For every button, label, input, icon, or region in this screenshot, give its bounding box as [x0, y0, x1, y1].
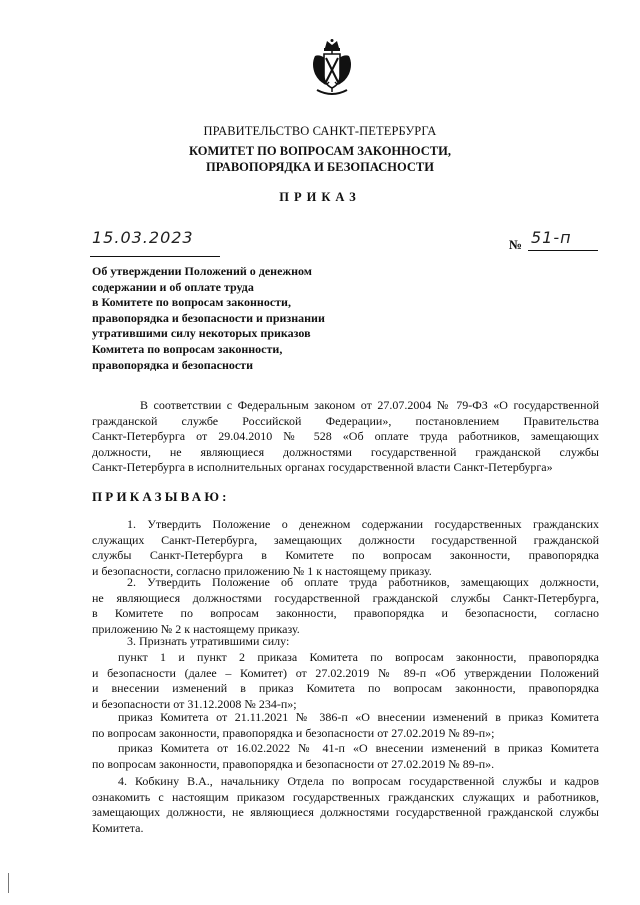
text-line: ознакомить с настоящим приказом государственных гражданских служащих и работников, [92, 789, 599, 804]
text-line: Санкт-Петербурга от 29.04.2010 № 528 «Об оплате труда работников, замещающих [92, 429, 599, 444]
text-line: не являющиеся должностями государственной гражданской службы Санкт-Петербурга, [92, 590, 599, 605]
text-line: 4. Кобкину В.А., начальнику Отдела по вопросам государственной службы и кадров [118, 774, 599, 788]
order-item-3 [92, 634, 599, 650]
government-title: ПРАВИТЕЛЬСТВО САНКТ-ПЕТЕРБУРГА [203, 124, 437, 138]
text-line: Комитета. [92, 820, 144, 835]
text-line: 2. Утвердить Положение об оплате труда работников, замещающих должности, [127, 575, 599, 589]
document-type: ПРИКАЗ [279, 190, 361, 204]
text-line: служащих Санкт-Петербурга, замещающих должности государственной гражданской [92, 532, 599, 547]
preamble-paragraph [92, 398, 599, 476]
scan-margin-mark [8, 873, 9, 893]
committee-title-line1: КОМИТЕТ ПО ВОПРОСАМ ЗАКОННОСТИ, [189, 144, 451, 158]
handwritten-number: 51-п [531, 228, 572, 247]
subject-line: правопорядка и безопасности и признании [92, 310, 325, 325]
text-line: и безопасности от 31.12.2008 № 234-п»; [92, 696, 297, 711]
order-item-3b [92, 710, 599, 741]
order-item-4 [92, 774, 599, 836]
text-line: службы Санкт-Петербурга в Комитете по вопросам законности, правопорядка [92, 548, 599, 563]
order-item-2 [92, 575, 599, 637]
text-line: 3. Признать утратившими силу: [127, 634, 290, 648]
text-line: гражданской службе Российской Федерации», постановлением Правительства [92, 413, 599, 428]
text-line: приказ Комитета от 16.02.2022 № 41-п «О внесении изменений в приказ Комитета [118, 741, 599, 755]
order-item-1 [92, 517, 599, 579]
committee-title-line2: ПРАВОПОРЯДКА И БЕЗОПАСНОСТИ [206, 160, 434, 174]
number-label: № [509, 237, 523, 252]
coat-of-arms-icon [309, 38, 355, 98]
text-line: В соответствии с Федеральным законом от 27.07.2004 № 79-ФЗ «О государственной [140, 398, 599, 412]
text-line: замещающих должности, не являющиеся должностями государственной гражданской службы [92, 805, 599, 820]
subject-line: утратившими силу некоторых приказов [92, 326, 311, 341]
text-line: по вопросам законности, правопорядка и безопасности от 27.02.2019 № 89-п»; [92, 725, 495, 740]
text-line: и безопасности (далее – Комитет) от 27.02.2019 № 89-п «Об утверждении Положений [92, 665, 599, 680]
order-directive: ПРИКАЗЫВАЮ: [92, 489, 230, 504]
subject-line: Об утверждении Положений о денежном [92, 264, 312, 278]
subject-line: правопорядка и безопасности [92, 357, 253, 372]
text-line: и безопасности, согласно приложению № 1 к настоящему приказу. [92, 563, 432, 578]
order-subject [92, 264, 372, 373]
text-line: Санкт-Петербурга в исполнительных органах государственной власти Санкт-Петербурга» [92, 460, 553, 475]
order-item-3c [92, 741, 599, 772]
text-line: приказ Комитета от 21.11.2021 № 386-п «О внесении изменений в приказ Комитета [118, 710, 599, 724]
subject-line: в Комитете по вопросам законности, [92, 295, 291, 310]
text-line: пункт 1 и пункт 2 приказа Комитета по вопросам законности, правопорядка [118, 650, 599, 664]
text-line: должности, не являющиеся должностями государственной гражданской службы [92, 444, 599, 459]
text-line: приложению № 2 к настоящему приказу. [92, 621, 300, 636]
subject-line: содержании и об оплате труда [92, 279, 254, 294]
text-line: по вопросам законности, правопорядка и безопасности от 27.02.2019 № 89-п». [92, 756, 495, 771]
committee-title [0, 143, 640, 175]
text-line: 1. Утвердить Положение о денежном содержании государственных гражданских [127, 517, 599, 531]
subject-line: Комитета по вопросам законности, [92, 341, 283, 356]
text-line: и внесении изменений в приказ Комитета по вопросам законности, правопорядка [92, 681, 599, 696]
handwritten-date: 15.03.2023 [92, 228, 194, 247]
order-item-3a [92, 650, 599, 712]
number-underline [528, 250, 598, 251]
text-line: в Комитете по вопросам законности, правопорядка и безопасности, согласно [92, 606, 599, 621]
